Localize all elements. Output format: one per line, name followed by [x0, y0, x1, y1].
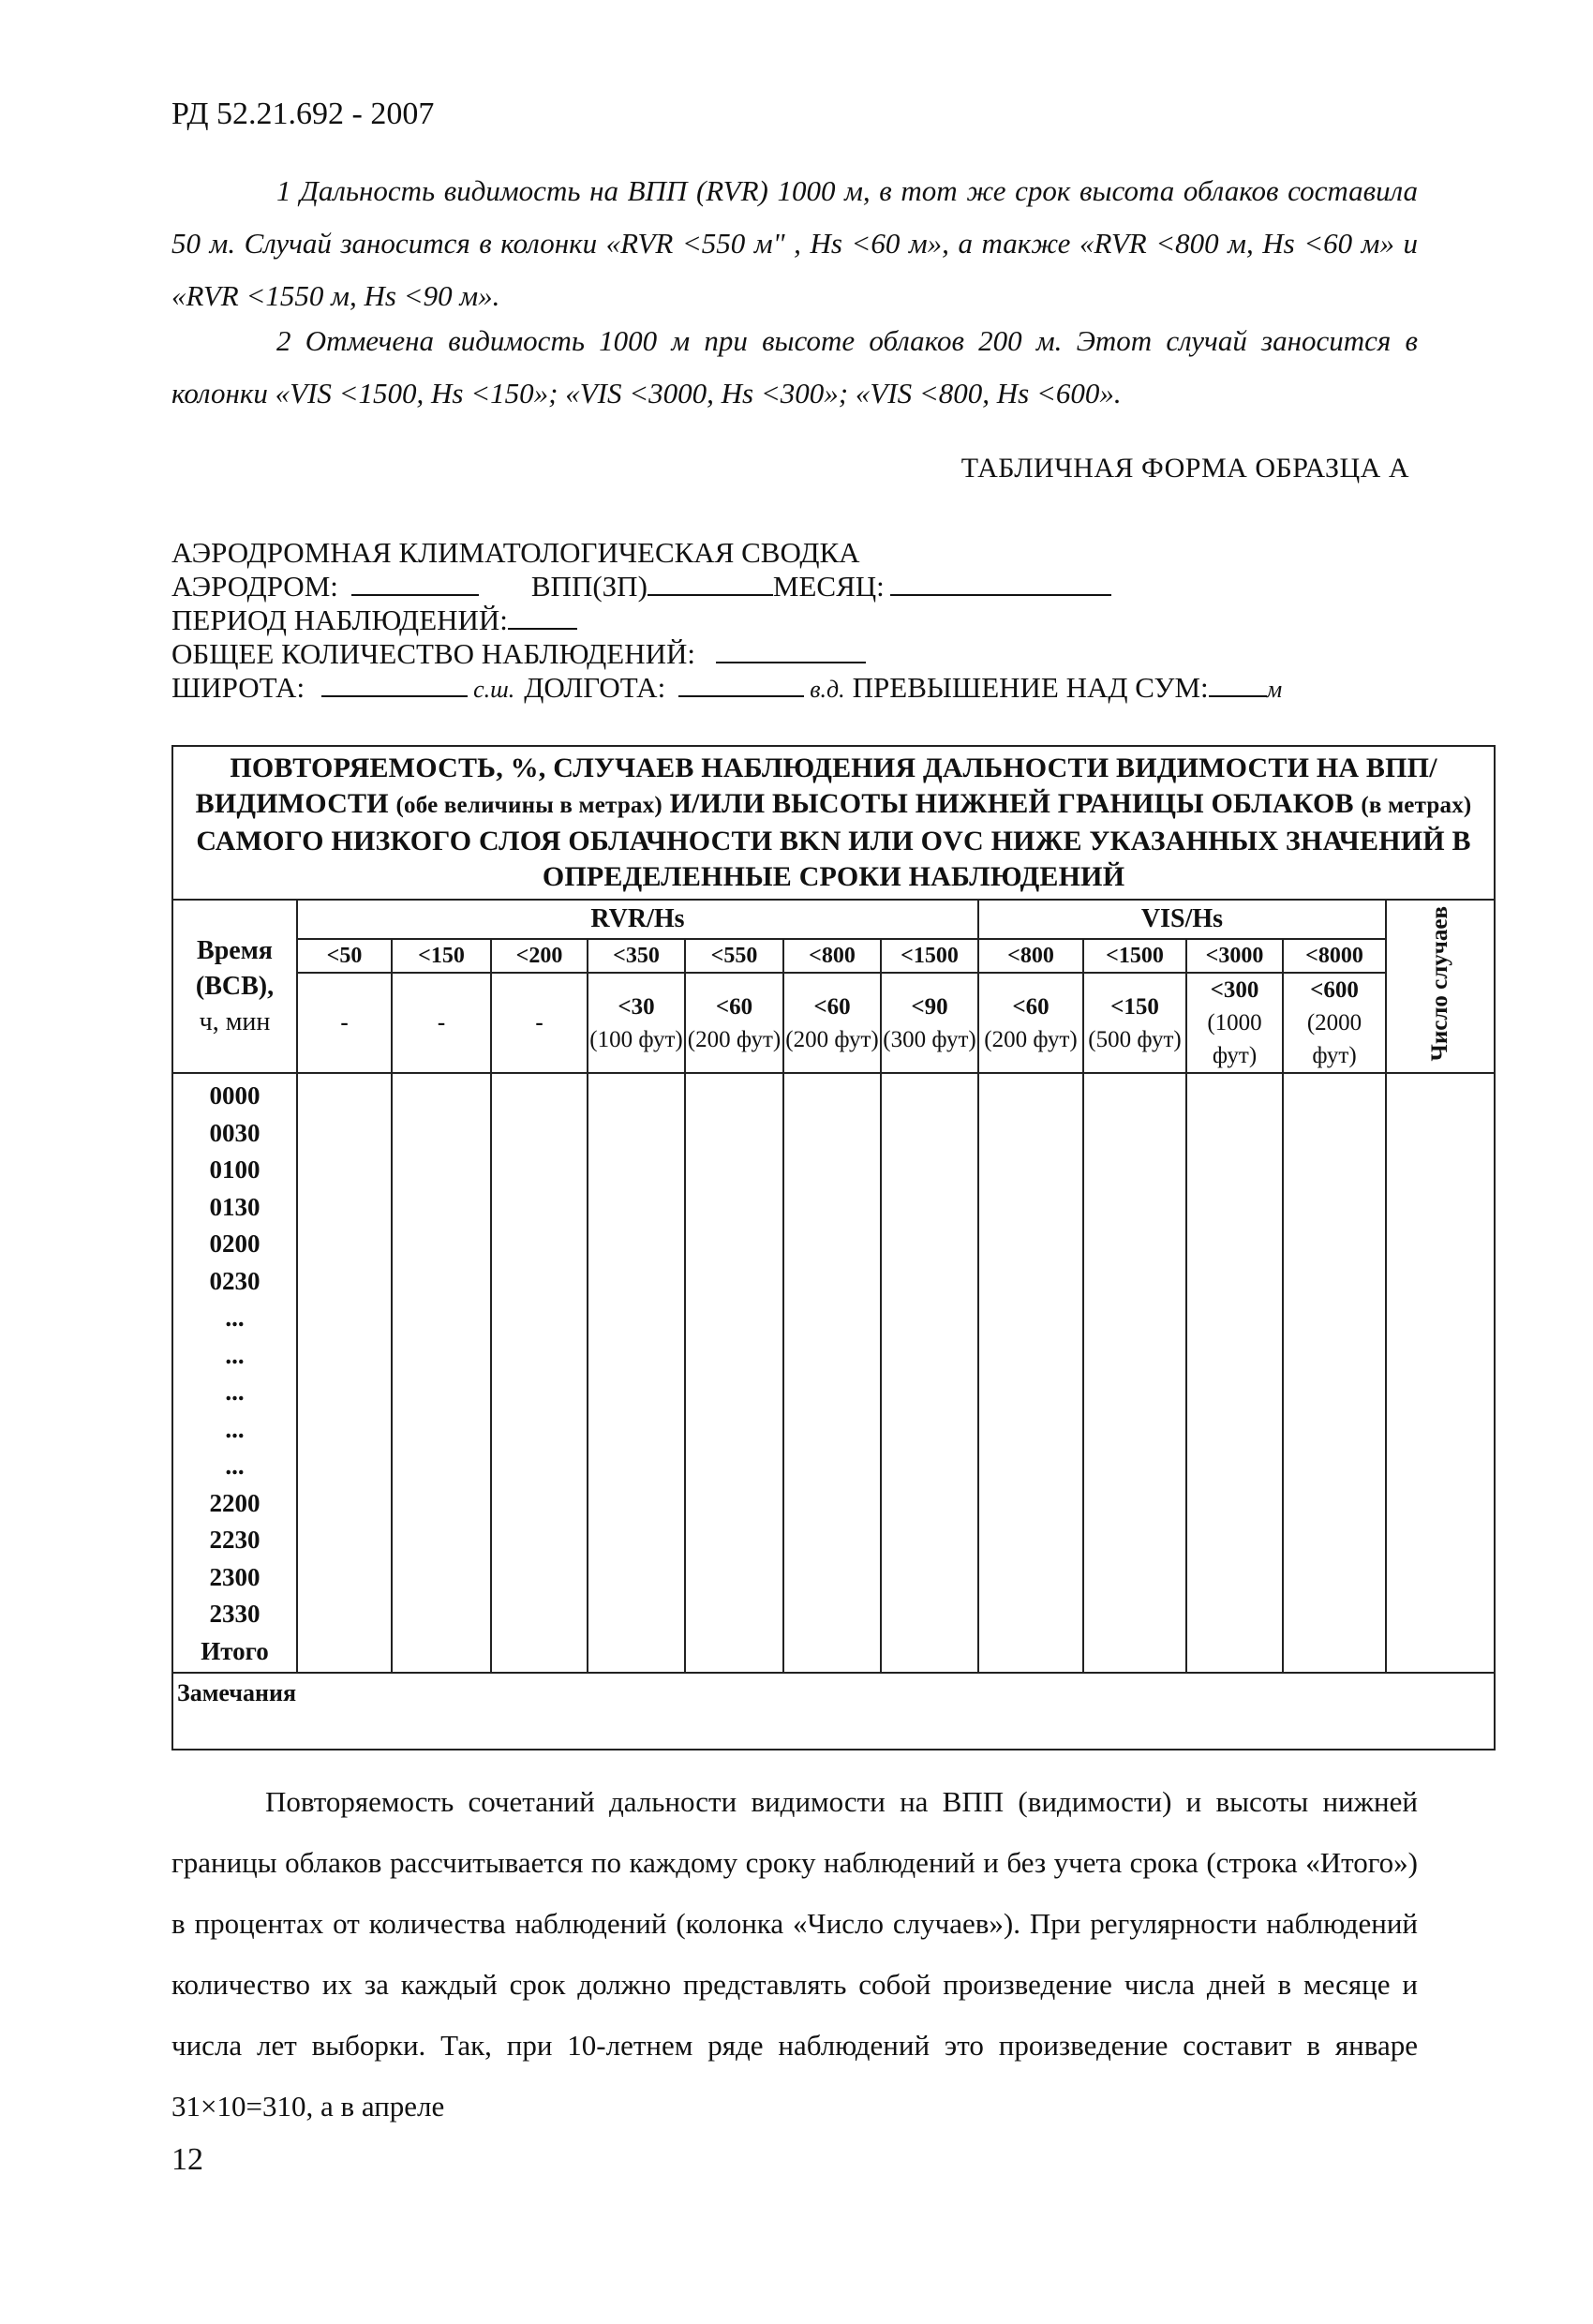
longitude-label: ДОЛГОТА: [524, 671, 666, 704]
note-2-text: 2 Отмечена видимость 1000 м при высоте облаков 200 м. Этот случай заносится в колонки «VIS <1500, Hs <150»; «VIS <3000, Hs <300»; «VIS <800, Hs <600». [171, 324, 1418, 410]
body-paragraph [171, 1771, 1418, 2137]
height-value: <60 [813, 993, 851, 1020]
height-unit: (500 фут) [1088, 1026, 1182, 1052]
data-column-cell[interactable] [685, 1073, 783, 1673]
count-header [1386, 900, 1495, 1073]
note-2 [171, 315, 1418, 420]
time-header-line-1: Время [197, 935, 273, 965]
aerodrome-label: АЭРОДРОМ: [171, 570, 338, 603]
period-label: ПЕРИОД НАБЛЮДЕНИЙ: [171, 603, 508, 636]
total-label: ОБЩЕЕ КОЛИЧЕСТВО НАБЛЮДЕНИЙ: [171, 637, 695, 670]
note-1-text: 1 Дальность видимость на ВПП (RVR) 1000 м, в тот же срок высота облаков составила 50 м. Случай заносится в колонки «RVR <550 м" , Hs <60 м», а также «RVR <800 м, Hs <60 м» и «RVR <1550 м, Hs <90 м». [171, 174, 1418, 312]
time-row-label: 2300 [209, 1562, 261, 1591]
height-value: - [437, 1010, 446, 1035]
height-value: - [535, 1010, 543, 1035]
time-row-label: ... [225, 1304, 245, 1332]
height-value: <150 [1110, 993, 1159, 1020]
data-column-cell[interactable] [783, 1073, 881, 1673]
elevation-unit: м [1266, 676, 1283, 703]
table-heading-part-2: И/ИЛИ ВЫСОТЫ НИЖНЕЙ ГРАНИЦЫ ОБЛАКОВ [669, 788, 1354, 819]
time-row-label: 0000 [209, 1081, 261, 1110]
rvr-height-cell [685, 973, 783, 1073]
count-column-cell[interactable] [1386, 1073, 1495, 1673]
time-list-cell [172, 1073, 297, 1673]
total-blank[interactable] [716, 637, 866, 663]
latitude-blank[interactable] [321, 671, 468, 697]
height-value: <600 [1310, 977, 1359, 1003]
period-line [171, 603, 577, 637]
vis-group-header: VIS/Hs [978, 900, 1386, 939]
vis-threshold: <3000 [1186, 939, 1283, 973]
height-value: <90 [911, 993, 948, 1020]
vis-height-cell [1283, 973, 1386, 1073]
time-row-label: 2330 [209, 1600, 261, 1628]
climatology-table [171, 745, 1496, 1750]
rvr-threshold: <150 [392, 939, 491, 973]
height-unit: (300 фут) [883, 1026, 976, 1052]
time-header-line-2: (ВСВ), [195, 971, 275, 1001]
total-line [171, 637, 866, 671]
time-row-label: 0200 [209, 1229, 261, 1258]
height-unit: (1000 фут) [1207, 1010, 1262, 1068]
latitude-unit: с.ш. [473, 676, 515, 703]
data-column-cell[interactable] [1083, 1073, 1186, 1673]
height-unit: (2000 фут) [1306, 1010, 1362, 1068]
data-column-cell[interactable] [978, 1073, 1083, 1673]
body-paragraph-text: Повторяемость сочетаний дальности видимости на ВПП (видимости) и высоты нижней границы облаков рассчитывается по каждому сроку наблюдений и без учета срока (строка «Итого») в процентах от количества наблюдений (колонка «Число случаев»). При регулярности наблюдений количество их за каждый срок должно представлять собой произведение числа дней в месяце и числа лет выборки. Так, при 10-летнем ряде наблюдений это произведение составит в январе 31×10=310, а в апреле [171, 1785, 1418, 2123]
note-1 [171, 165, 1418, 322]
rvr-threshold: <800 [783, 939, 881, 973]
aerodrome-line [171, 570, 1111, 603]
runway-label: ВПП(ЗП) [530, 570, 648, 603]
count-header-text: Число случаев [1427, 906, 1453, 1062]
rvr-threshold: <550 [685, 939, 783, 973]
time-row-label: 2230 [209, 1526, 261, 1554]
data-column-cell[interactable] [588, 1073, 685, 1673]
form-title: ТАБЛИЧНАЯ ФОРМА ОБРАЗЦА А [960, 453, 1409, 484]
document-header: РД 52.21.692 - 2007 [171, 97, 435, 131]
total-row-label: Итого [201, 1636, 269, 1665]
data-column-cell[interactable] [297, 1073, 392, 1673]
height-unit: (200 фут) [785, 1026, 879, 1052]
time-row-label: 2200 [209, 1488, 261, 1517]
time-header [172, 900, 297, 1073]
period-blank[interactable] [508, 603, 577, 630]
height-value: <30 [618, 993, 655, 1020]
latitude-label: ШИРОТА: [171, 671, 305, 704]
remarks-label: Замечания [177, 1679, 297, 1706]
vis-height-cell [1186, 973, 1283, 1073]
table-heading-part-1: ПОВТОРЯЕМОСТЬ, %, СЛУЧАЕВ НАБЛЮДЕНИЯ ДАЛЬНОСТИ ВИДИМОСТИ НА ВПП/ВИДИМОСТИ [195, 752, 1437, 819]
data-column-cell[interactable] [881, 1073, 978, 1673]
rvr-height-cell [881, 973, 978, 1073]
elevation-blank[interactable] [1209, 671, 1267, 697]
coords-line [171, 671, 1282, 707]
table-heading [172, 746, 1495, 900]
height-value: <60 [1012, 993, 1050, 1020]
remarks-cell[interactable] [172, 1673, 1495, 1750]
time-row-label: 0100 [209, 1155, 261, 1184]
height-unit: (200 фут) [687, 1026, 782, 1052]
table-heading-part-3: САМОГО НИЗКОГО СЛОЯ ОБЛАЧНОСТИ BKN ИЛИ OVC НИЖЕ УКАЗАННЫХ ЗНАЧЕНИЙ В ОПРЕДЕЛЕННЫЕ СРОКИ НАБЛЮДЕНИЙ [196, 826, 1471, 892]
height-value: <300 [1210, 977, 1259, 1003]
month-label: МЕСЯЦ: [772, 570, 885, 603]
vis-threshold: <1500 [1083, 939, 1186, 973]
rvr-threshold: <50 [297, 939, 392, 973]
data-column-cell[interactable] [392, 1073, 491, 1673]
time-row-label: ... [225, 1378, 245, 1406]
rvr-threshold: <200 [491, 939, 588, 973]
longitude-blank[interactable] [678, 671, 804, 697]
table-heading-note-2: (в метрах) [1361, 793, 1472, 818]
time-row-label: ... [225, 1452, 245, 1480]
vis-threshold: <8000 [1283, 939, 1386, 973]
time-row-label: 0030 [209, 1118, 261, 1147]
vis-height-cell [978, 973, 1083, 1073]
height-value: - [340, 1010, 349, 1035]
rvr-height-cell [491, 973, 588, 1073]
height-unit: (200 фут) [984, 1026, 1078, 1052]
aerodrome-blank[interactable] [351, 570, 479, 596]
height-value: <60 [715, 993, 753, 1020]
vis-threshold: <800 [978, 939, 1083, 973]
summary-title: АЭРОДРОМНАЯ КЛИМАТОЛОГИЧЕСКАЯ СВОДКА [171, 536, 860, 569]
time-row-label: 0130 [209, 1192, 261, 1221]
page-number: 12 [171, 2142, 203, 2177]
data-column-cell[interactable] [1283, 1073, 1386, 1673]
month-blank[interactable] [890, 570, 1111, 596]
rvr-height-cell [297, 973, 392, 1073]
runway-blank[interactable] [648, 570, 773, 596]
data-column-cell[interactable] [1186, 1073, 1283, 1673]
height-unit: (100 фут) [589, 1026, 683, 1052]
rvr-group-header: RVR/Hs [297, 900, 978, 939]
rvr-height-cell [588, 973, 685, 1073]
vis-height-cell [1083, 973, 1186, 1073]
rvr-threshold: <1500 [881, 939, 978, 973]
data-column-cell[interactable] [491, 1073, 588, 1673]
rvr-height-cell [783, 973, 881, 1073]
time-row-label: ... [225, 1340, 245, 1369]
time-row-label: ... [225, 1414, 245, 1443]
time-row-label: 0230 [209, 1266, 261, 1295]
rvr-height-cell [392, 973, 491, 1073]
time-header-line-3: ч, мин [199, 1006, 271, 1036]
elevation-label: ПРЕВЫШЕНИЕ НАД СУМ: [852, 671, 1209, 704]
longitude-unit: в.д. [810, 676, 845, 703]
rvr-threshold: <350 [588, 939, 685, 973]
table-heading-note-1: (обе величины в метрах) [395, 793, 663, 818]
